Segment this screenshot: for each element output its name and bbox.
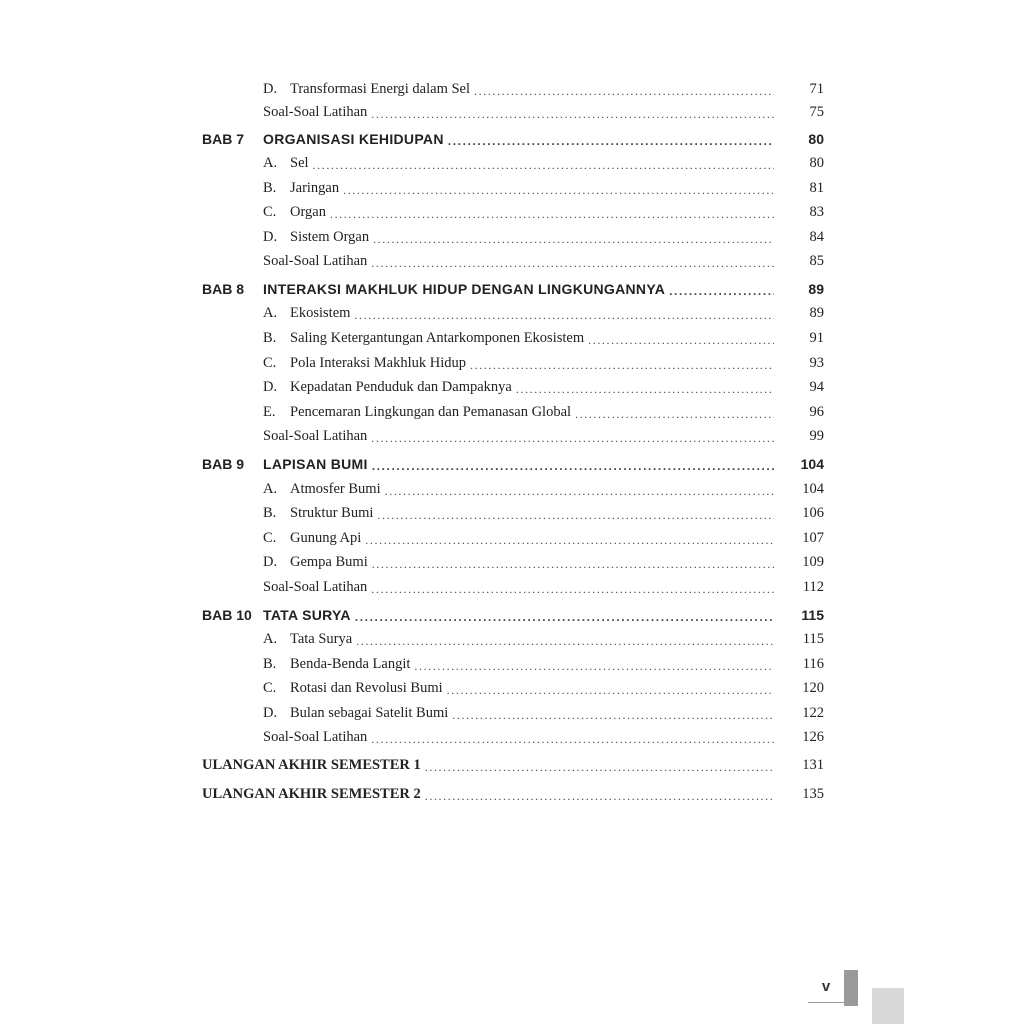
- toc-entry-row: [202, 224, 824, 246]
- toc-page-number: 104: [800, 456, 824, 472]
- toc-page-number: 135: [802, 786, 824, 802]
- toc-entry-title: Soal-Soal Latihan: [263, 729, 368, 745]
- toc-entry-row: [202, 350, 824, 372]
- toc-dot-leader: [330, 207, 774, 221]
- toc-page-number: 104: [802, 481, 824, 497]
- toc-entry-letter: A.: [263, 631, 278, 647]
- toc-entry-row: [202, 76, 824, 98]
- toc-dot-leader: [372, 557, 774, 571]
- toc-entry-row: [202, 248, 824, 270]
- toc-dot-leader: [365, 533, 774, 547]
- toc-entry-title: Gunung Api: [290, 530, 362, 546]
- toc-dot-leader: [669, 284, 774, 298]
- toc-entry-letter: E.: [263, 404, 276, 420]
- toc-entry-row: [202, 150, 824, 172]
- toc-entry-title: Soal-Soal Latihan: [263, 579, 368, 595]
- toc-chapter-row: [202, 602, 824, 624]
- toc-page-number: 89: [808, 281, 824, 297]
- toc-page-number: 116: [802, 656, 824, 672]
- toc-chapter-row: [202, 126, 824, 148]
- toc-dot-leader: [371, 732, 774, 746]
- toc-entry-title: Rotasi dan Revolusi Bumi: [290, 680, 443, 696]
- toc-chapter-number: BAB 7: [202, 131, 245, 147]
- toc-dot-leader: [354, 308, 774, 322]
- toc-page-number: 109: [802, 554, 824, 570]
- toc-entry-letter: C.: [263, 204, 277, 220]
- toc-entry-title: Soal-Soal Latihan: [263, 104, 368, 120]
- toc-entry-row: [202, 300, 824, 322]
- toc-dot-leader: [371, 107, 774, 121]
- toc-entry-title: Sistem Organ: [290, 229, 370, 245]
- toc-dot-leader: [588, 333, 774, 347]
- toc-page-number: 84: [809, 229, 824, 245]
- toc-entry-letter: B.: [263, 180, 277, 196]
- toc-entry-letter: B.: [263, 330, 277, 346]
- toc-entry-row: [202, 374, 824, 396]
- toc-entry-title: Bulan sebagai Satelit Bumi: [290, 705, 449, 721]
- toc-entry-title: Gempa Bumi: [290, 554, 368, 570]
- toc-entry-title: TATA SURYA: [263, 607, 351, 623]
- toc-dot-leader: [372, 459, 774, 473]
- toc-entry-title: Soal-Soal Latihan: [263, 428, 368, 444]
- toc-entry-title: Soal-Soal Latihan: [263, 253, 368, 269]
- toc-page-number: 80: [809, 155, 824, 171]
- toc-entry-row: [202, 525, 824, 547]
- toc-entry-title: LAPISAN BUMI: [263, 456, 368, 472]
- toc-page-number: 75: [809, 104, 824, 120]
- toc-entry-title: Kepadatan Penduduk dan Dampaknya: [290, 379, 512, 395]
- toc-page-number: 89: [809, 305, 824, 321]
- toc-dot-leader: [470, 358, 774, 372]
- page-corner-tab-light: [872, 988, 904, 1024]
- toc-entry-row: [202, 651, 824, 673]
- toc-dot-leader: [373, 232, 774, 246]
- toc-entry-letter: A.: [263, 155, 278, 171]
- toc-page-number: 106: [802, 505, 824, 521]
- toc-chapter-number: BAB 10: [202, 607, 252, 623]
- toc-page-number: 131: [802, 757, 824, 773]
- toc-page-number: 94: [809, 379, 824, 395]
- toc-entry-title: Jaringan: [290, 180, 340, 196]
- toc-entry-row: [202, 199, 824, 221]
- toc-dot-leader: [385, 484, 774, 498]
- toc-dot-leader: [371, 431, 774, 445]
- toc-page-number: 91: [809, 330, 824, 346]
- toc-dot-leader: [377, 508, 774, 522]
- toc-entry-row: [202, 700, 824, 722]
- toc-entry-row: [202, 574, 824, 596]
- toc-page-number: 96: [809, 404, 824, 420]
- toc-entry-row: [202, 423, 824, 445]
- toc-entry-letter: D.: [263, 554, 278, 570]
- toc-dot-leader: [355, 610, 774, 624]
- toc-entry-title: Tata Surya: [290, 631, 353, 647]
- toc-page-number: 112: [802, 579, 824, 595]
- page-number: v: [821, 978, 831, 995]
- page-corner-tab-dark: [844, 970, 858, 1006]
- toc-page-number: 80: [808, 131, 824, 147]
- toc-entry-row: [202, 549, 824, 571]
- toc-dot-leader: [371, 256, 774, 270]
- toc-entry-letter: C.: [263, 355, 277, 371]
- toc-entry-row: [202, 724, 824, 746]
- toc-page-number: 107: [802, 530, 824, 546]
- toc-entry-row: [202, 99, 824, 121]
- toc-page-number: 120: [802, 680, 824, 696]
- toc-page-number: 85: [809, 253, 824, 269]
- toc-entry-letter: C.: [263, 530, 277, 546]
- toc-entry-row: [202, 399, 824, 421]
- toc-entry-title: Benda-Benda Langit: [290, 656, 411, 672]
- toc-dot-leader: [448, 134, 774, 148]
- toc-entry-letter: C.: [263, 680, 277, 696]
- toc-dot-leader: [343, 183, 774, 197]
- toc-chapter-row: [202, 276, 824, 298]
- toc-page-number: 115: [802, 631, 824, 647]
- toc-dot-leader: [575, 407, 774, 421]
- toc-dot-leader: [414, 659, 774, 673]
- toc-entry-title: Pencemaran Lingkungan dan Pemanasan Global: [290, 404, 572, 420]
- toc-page-number: 122: [802, 705, 824, 721]
- toc-entry-letter: B.: [263, 656, 277, 672]
- toc-dot-leader: [356, 634, 774, 648]
- toc-entry-title: Saling Ketergantungan Antarkomponen Ekosistem: [290, 330, 585, 346]
- page-number-underline: [808, 1002, 844, 1003]
- toc-entry-title: ULANGAN AKHIR SEMESTER 1: [202, 757, 421, 773]
- toc-page-number: 115: [801, 607, 824, 623]
- toc-entry-title: Struktur Bumi: [290, 505, 374, 521]
- toc-dot-leader: [425, 789, 774, 803]
- toc-page-number: 99: [809, 428, 824, 444]
- toc-entry-row: [202, 325, 824, 347]
- toc-entry-title: Organ: [290, 204, 326, 220]
- toc-section-row: [202, 752, 824, 774]
- toc-entry-title: Atmosfer Bumi: [290, 481, 381, 497]
- toc-page-number: 83: [809, 204, 824, 220]
- toc-page-number: 71: [809, 81, 824, 97]
- toc-dot-leader: [474, 84, 774, 98]
- toc-entry-letter: A.: [263, 481, 278, 497]
- toc-dot-leader: [516, 382, 774, 396]
- toc-entry-title: Ekosistem: [290, 305, 351, 321]
- toc-dot-leader: [313, 158, 774, 172]
- toc-entry-letter: D.: [263, 81, 278, 97]
- toc-section-row: [202, 781, 824, 803]
- toc-page-number: 81: [809, 180, 824, 196]
- toc-entry-title: Sel: [290, 155, 309, 171]
- toc-entry-title: Pola Interaksi Makhluk Hidup: [290, 355, 466, 371]
- toc-entry-letter: B.: [263, 505, 277, 521]
- toc-entry-title: ORGANISASI KEHIDUPAN: [263, 131, 444, 147]
- toc-entry-row: [202, 675, 824, 697]
- toc-entry-row: [202, 476, 824, 498]
- toc-dot-leader: [425, 760, 774, 774]
- toc-page-number: 126: [802, 729, 824, 745]
- toc-entry-title: INTERAKSI MAKHLUK HIDUP DENGAN LINGKUNGANNYA: [263, 281, 666, 297]
- toc-entry-letter: D.: [263, 379, 278, 395]
- toc-entry-row: [202, 175, 824, 197]
- toc-chapter-number: BAB 8: [202, 281, 245, 297]
- toc-entry-letter: D.: [263, 229, 278, 245]
- toc-entry-letter: D.: [263, 705, 278, 721]
- toc-page-number: 93: [809, 355, 824, 371]
- toc-entry-row: [202, 626, 824, 648]
- toc-entry-title: ULANGAN AKHIR SEMESTER 2: [202, 786, 421, 802]
- toc-chapter-row: [202, 451, 824, 473]
- toc-dot-leader: [447, 683, 774, 697]
- toc-dot-leader: [371, 582, 774, 596]
- toc-entry-row: [202, 500, 824, 522]
- toc-dot-leader: [452, 708, 774, 722]
- toc-entry-title: Transformasi Energi dalam Sel: [290, 81, 471, 97]
- toc-chapter-number: BAB 9: [202, 456, 245, 472]
- toc-entry-letter: A.: [263, 305, 278, 321]
